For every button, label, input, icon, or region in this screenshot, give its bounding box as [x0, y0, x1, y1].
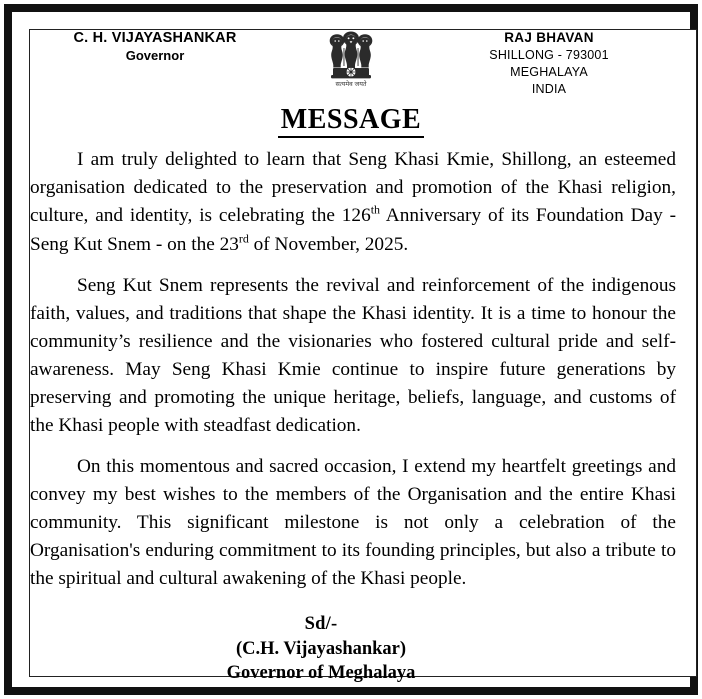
paragraph-1-part-c: of November, 2025. [248, 233, 409, 255]
message-body [24, 146, 678, 593]
ordinal-suffix-126: th [370, 203, 381, 218]
governor-name: C. H. VIJAYASHANKAR [73, 30, 237, 46]
paragraph-1-part-b: Anniversary of its Foundation Day - Seng Kut Snem - on the 23 [30, 205, 676, 255]
document-header [24, 22, 678, 98]
emblem-motto: सत्यमेव जयते [335, 81, 367, 88]
page-title: MESSAGE [278, 104, 424, 138]
header-right-block [434, 29, 664, 97]
raj-bhavan-label: RAJ BHAVAN [504, 30, 594, 45]
paragraph-3: On this momentous and sacred occasion, I extend my heartfelt greetings and convey my best wishes to the members of the Organisation and the entire Khasi community. This significant milestone is not only a celebration of the Organisation's enduring commitment to its founding principles, but also a tribute to the spiritual and cultural awakening of the Khasi people. [30, 455, 676, 590]
document-content [24, 22, 678, 684]
signatory-designation: Governor of Meghalaya [226, 663, 416, 684]
ordinal-suffix-23: rd [238, 231, 249, 246]
header-left-block [30, 29, 280, 65]
address-country: INDIA [531, 81, 567, 96]
paragraph-2: Seng Kut Snem represents the revival and reinforcement of the indigenous faith, values, and traditions that shape the Khasi identity. It is a time to honour the community’s resilience and the visionaries who fostered cultural pride and self-awareness. May Seng Khasi Kmie continue to inspire future generations by preserving and promoting the unique heritage, beliefs, language, and customs of the Khasi people with steadfast dedication. [30, 274, 676, 436]
india-state-emblem-icon [320, 22, 382, 90]
title-container [24, 104, 678, 138]
paragraph-1 [30, 146, 676, 258]
signature-block [24, 612, 678, 686]
address-city-pin: SHILLONG - 793001 [489, 48, 609, 63]
address-state: MEGHALAYA [510, 64, 588, 79]
governor-designation: Governor [125, 47, 185, 63]
paragraph-1-part-a: I am truly delighted to learn that Seng Khasi Kmie, Shillong, an esteemed organisation dedicated to the preservation and promotion of the Khasi religion, culture, and identity, is celebrating the 126 [30, 149, 676, 227]
signature-sd-label: Sd/- [304, 614, 338, 635]
signatory-name: (C.H. Vijayashankar) [235, 638, 407, 659]
